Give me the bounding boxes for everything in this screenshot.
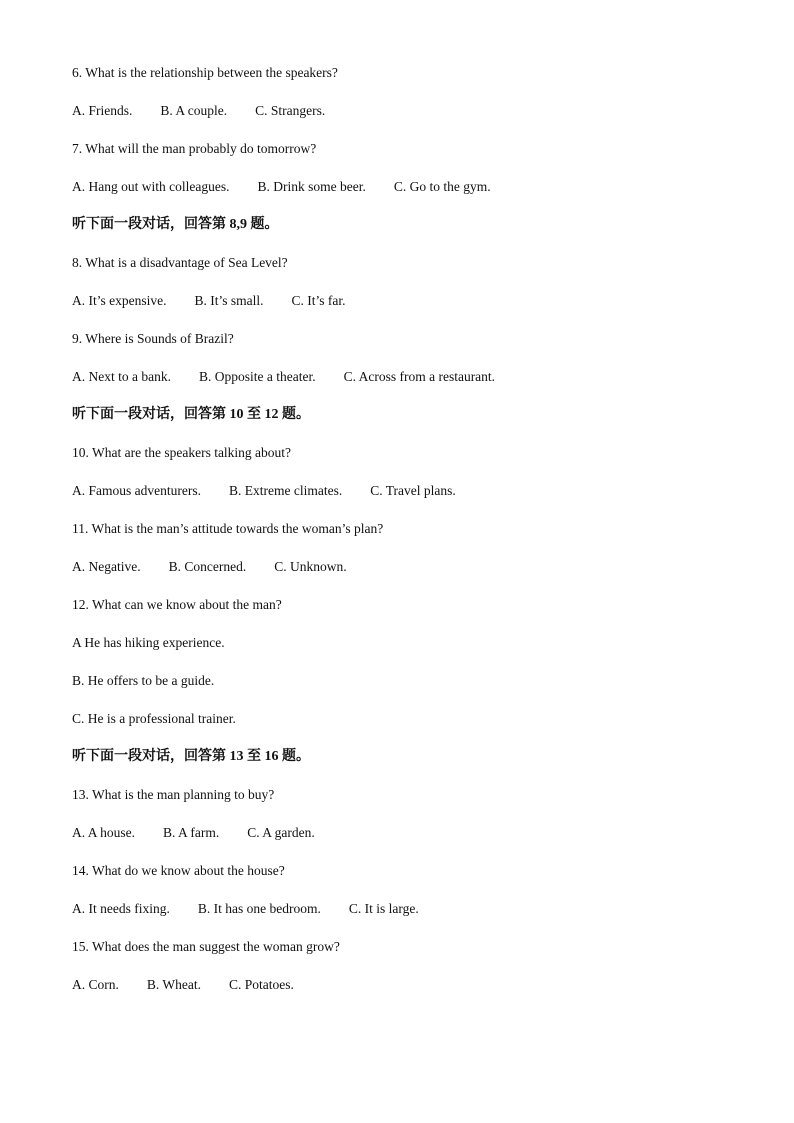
option-15a: A. Corn. (72, 977, 119, 992)
option-13b: B. A farm. (163, 825, 220, 840)
option-10c: C. Travel plans. (370, 483, 456, 498)
option-13a: A. A house. (72, 825, 136, 840)
option-10b: B. Extreme climates. (228, 483, 343, 498)
option-15b: B. Wheat. (146, 977, 201, 992)
question-10: 10. What are the speakers talking about? (72, 445, 292, 460)
option-14b: B. It has one bedroom. (197, 901, 321, 916)
question-7: 7. What will the man probably do tomorrow? (72, 141, 317, 156)
question-9: 9. Where is Sounds of Brazil? (72, 331, 234, 346)
question-6: 6. What is the relationship between the speakers? (72, 65, 338, 80)
option-9a: A. Next to a bank. (72, 369, 171, 384)
options-6 (72, 100, 752, 138)
option-6c: C. Strangers. (255, 103, 326, 118)
option-11c: C. Unknown. (274, 559, 347, 574)
option-6b: B. A couple. (160, 103, 228, 118)
option-8c: C. It’s far. (291, 293, 346, 308)
option-9c: C. Across from a restaurant. (343, 369, 496, 384)
option-11b: B. Concerned. (168, 559, 247, 574)
option-7a: A. Hang out with colleagues. (72, 179, 230, 194)
question-13: 13. What is the man planning to buy? (72, 787, 275, 802)
question-8: 8. What is a disadvantage of Sea Level? (72, 255, 288, 270)
options-7 (72, 176, 752, 214)
question-11: 11. What is the man’s attitude towards the woman’s plan? (72, 521, 384, 536)
section-heading-8-9: 听下面一段对话，回答第 8,9 题。 (72, 217, 279, 232)
option-9b: B. Opposite a theater. (198, 369, 316, 384)
option-13c: C. A garden. (247, 825, 315, 840)
option-8b: B. It’s small. (194, 293, 264, 308)
options-9 (72, 366, 752, 404)
option-8a: A. It’s expensive. (72, 293, 167, 308)
option-10a: A. Famous adventurers. (72, 483, 201, 498)
exam-page (72, 62, 752, 1012)
section-heading-10-12: 听下面一段对话，回答第 10 至 12 题。 (72, 407, 310, 422)
options-11 (72, 556, 752, 594)
section-heading-13-16: 听下面一段对话，回答第 13 至 16 题。 (72, 749, 310, 764)
option-7c: C. Go to the gym. (393, 179, 491, 194)
options-13 (72, 822, 752, 860)
options-8 (72, 290, 752, 328)
option-6a: A. Friends. (72, 103, 133, 118)
option-12a: A He has hiking experience. (72, 635, 225, 650)
options-14 (72, 898, 752, 936)
option-12c: C. He is a professional trainer. (72, 711, 236, 726)
option-7b: B. Drink some beer. (257, 179, 366, 194)
option-15c: C. Potatoes. (229, 977, 294, 992)
option-14a: A. It needs fixing. (72, 901, 170, 916)
option-12b: B. He offers to be a guide. (72, 673, 215, 688)
question-12: 12. What can we know about the man? (72, 597, 282, 612)
option-11a: A. Negative. (72, 559, 141, 574)
options-15 (72, 974, 752, 1012)
question-15: 15. What does the man suggest the woman grow? (72, 939, 340, 954)
question-14: 14. What do we know about the house? (72, 863, 285, 878)
options-10 (72, 480, 752, 518)
option-14c: C. It is large. (348, 901, 419, 916)
